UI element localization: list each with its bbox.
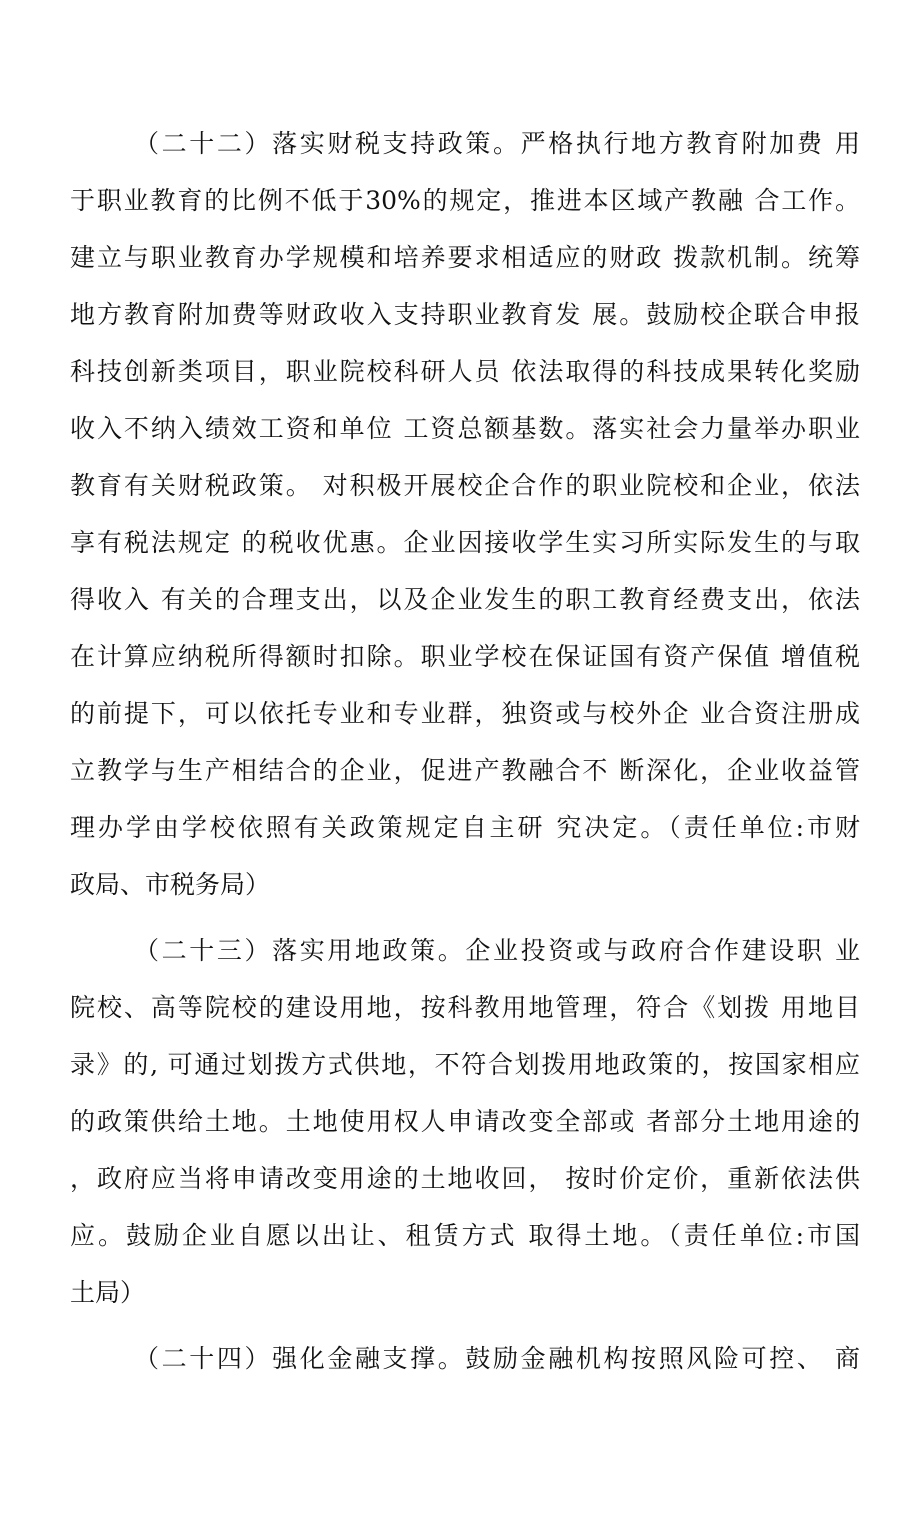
paragraph-22-line-8: 享有税法规定 的税收优惠。企业因接收学生实习所实际发生的与取 [70, 528, 860, 557]
paragraph-23-line-3: 录》的, 可通过划拨方式供地，不符合划拨用地政策的，按国家相应 [70, 1050, 860, 1079]
paragraph-22-line-12: 立教学与生产相结合的企业，促进产教融合不 断深化，企业收益管 [70, 756, 860, 785]
paragraph-22-line-10: 在计算应纳税所得额时扣除。职业学校在保证国有资产保值 增值税 [70, 642, 860, 671]
paragraph-22-line-9: 得收入 有关的合理支出，以及企业发生的职工教育经费支出，依法 [70, 585, 860, 614]
paragraph-23-line-1: （二十三）落实用地政策。企业投资或与政府合作建设职 业 [134, 936, 860, 965]
paragraph-22-line-13: 理办学由学校依照有关政策规定自主研 究决定。（责任单位:市财 [70, 813, 860, 842]
paragraph-22-line-14: 政局、市税务局） [70, 870, 271, 899]
paragraph-22-line-3: 建立与职业教育办学规模和培养要求相适应的财政 拨款机制。统筹 [70, 243, 860, 272]
paragraph-23-line-6: 应。鼓励企业自愿以出让、租赁方式 取得土地。（责任单位:市国 [70, 1221, 860, 1250]
paragraph-22-line-1: （二十二）落实财税支持政策。严格执行地方教育附加费 用 [134, 129, 860, 158]
paragraph-22-line-7: 教育有关财税政策。 对积极开展校企合作的职业院校和企业，依法 [70, 471, 860, 500]
paragraph-23-line-2: 院校、高等院校的建设用地，按科教用地管理，符合《划拨 用地目 [70, 993, 860, 1022]
paragraph-24-line-1: （二十四）强化金融支撑。鼓励金融机构按照风险可控、 商 [134, 1344, 860, 1373]
paragraph-23-line-4: 的政策供给土地。土地使用权人申请改变全部或 者部分土地用途的 [70, 1107, 860, 1136]
paragraph-23-line-7: 土局） [70, 1278, 146, 1307]
paragraph-22-line-11: 的前提下，可以依托专业和专业群，独资或与校外企 业合资注册成 [70, 699, 860, 728]
paragraph-22-line-2: 于职业教育的比例不低于30%的规定，推进本区域产教融 合工作。 [70, 186, 860, 215]
paragraph-22-line-4: 地方教育附加费等财政收入支持职业教育发 展。鼓励校企联合申报 [70, 300, 860, 329]
paragraph-22-line-5: 科技创新类项目，职业院校科研人员 依法取得的科技成果转化奖励 [70, 357, 860, 386]
paragraph-22-line-6: 收入不纳入绩效工资和单位 工资总额基数。落实社会力量举办职业 [70, 414, 860, 443]
paragraph-23-line-5: ，政府应当将申请改变用途的土地收回， 按时价定价，重新依法供 [70, 1164, 860, 1193]
